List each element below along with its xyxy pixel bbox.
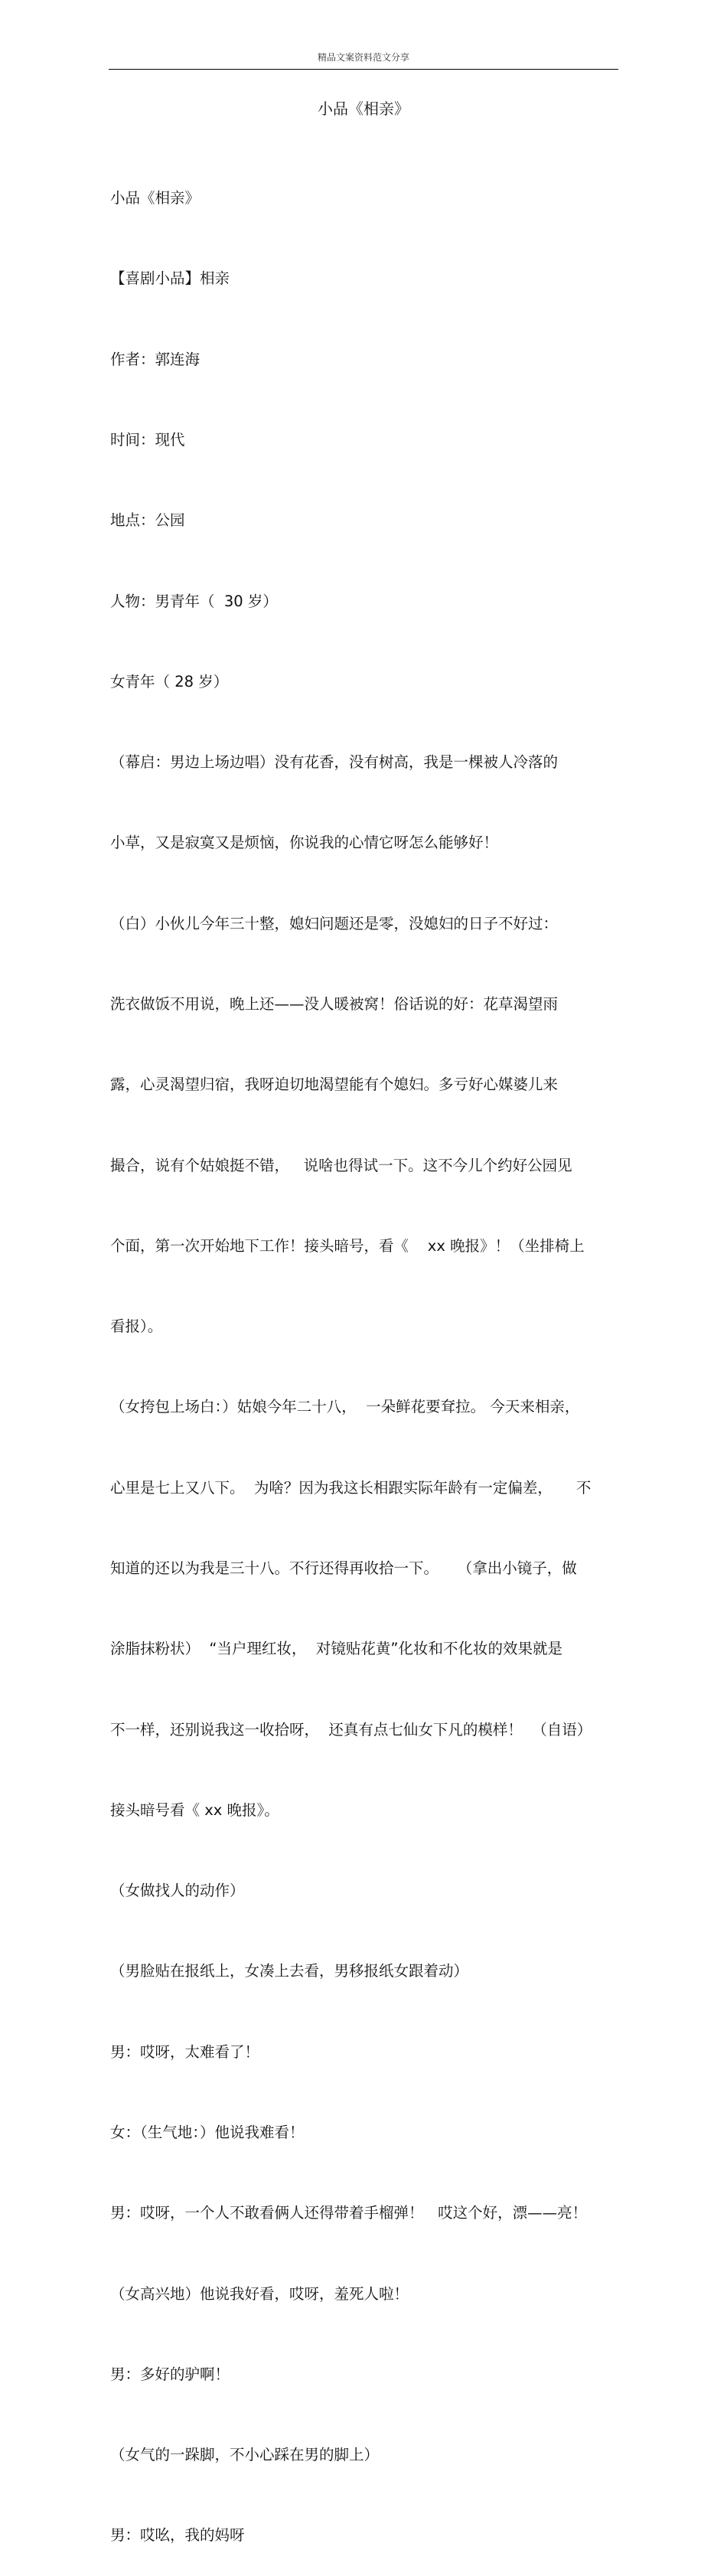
text-line: 地点：公园	[110, 511, 185, 530]
text-line: 涂脂抹粉状） “当户理红妆， 对镜贴花黄”化妆和不化妆的效果就是	[110, 1640, 562, 1658]
text-line: 男：哎吆，我的妈呀	[110, 2526, 245, 2545]
text-line: 时间：现代	[110, 431, 185, 449]
header-divider	[109, 69, 618, 70]
text-line: 人物：男青年（ 30 岁）	[110, 592, 278, 610]
text-line: （女挎包上场白：）姑娘今年二十八， 一朵鲜花要耷拉。 今天来相亲，	[110, 1398, 580, 1416]
text-line: 男：哎呀，太难看了！	[110, 2042, 260, 2061]
text-line: 看报）。	[110, 1317, 163, 1336]
text-line: 洗衣做饭不用说，晚上还——没人暖被窝！俗话说的好：花草渴望雨	[110, 995, 559, 1013]
text-line: （女高兴地）他说我好看，哎呀，羞死人啦！	[110, 2284, 409, 2303]
text-line: 心里是七上又八下。 为啥？因为我这长相跟实际年龄有一定偏差， 不	[110, 1478, 592, 1497]
text-line: 知道的还以为我是三十八。不行还得再收拾一下。 （拿出小镜子，做	[110, 1559, 577, 1577]
text-line: （男脸贴在报纸上，女凑上去看，男移报纸女跟着动）	[110, 1962, 469, 1980]
text-line: （白）小伙儿今年三十整，媳妇问题还是零，没媳妇的日子不好过：	[110, 914, 559, 932]
text-line: 女：（生气地：）他说我难看！	[110, 2123, 305, 2141]
document-title: 小品《相亲》	[318, 100, 409, 118]
page-header: 精品文案资料范文分享	[317, 52, 409, 63]
text-line: 不一样，还别说我这一收拾呀， 还真有点七仙女下凡的模样！ （自语）	[110, 1720, 592, 1739]
text-line: （幕启：男边上场边唱）没有花香，没有树高，我是一棵被人冷落的	[110, 753, 559, 772]
text-line: 女青年（ 28 岁）	[110, 672, 229, 691]
text-line: 小品《相亲》	[110, 189, 200, 207]
text-line: 接头暗号看《 xx 晚报》。	[110, 1801, 279, 1819]
document-body	[110, 131, 623, 2576]
text-line: 撮合，说有个姑娘挺不错， 说啥也得试一下。这不今儿个约好公园见	[110, 1156, 572, 1174]
text-line: 小草，又是寂寞又是烦恼，你说我的心情它呀怎么能够好！	[110, 834, 499, 852]
text-line: 个面，第一次开始地下工作！接头暗号，看《 xx 晚报》！（坐排椅上	[110, 1236, 585, 1255]
text-line: 男：多好的驴啊！	[110, 2365, 230, 2383]
text-line: 露，心灵渴望归宿，我呀迫切地渴望能有个媳妇。多亏好心媒婆儿来	[110, 1076, 559, 1094]
text-line: （女气的一跺脚，不小心踩在男的脚上）	[110, 2446, 380, 2464]
text-line: 作者：郭连海	[110, 350, 200, 368]
text-line: （女做找人的动作）	[110, 1882, 245, 1900]
text-line: 【喜剧小品】相亲	[110, 269, 230, 288]
text-line: 男：哎呀，一个人不敢看俩人还得带着手榴弹！ 哎这个好，漂——亮！	[110, 2204, 588, 2222]
